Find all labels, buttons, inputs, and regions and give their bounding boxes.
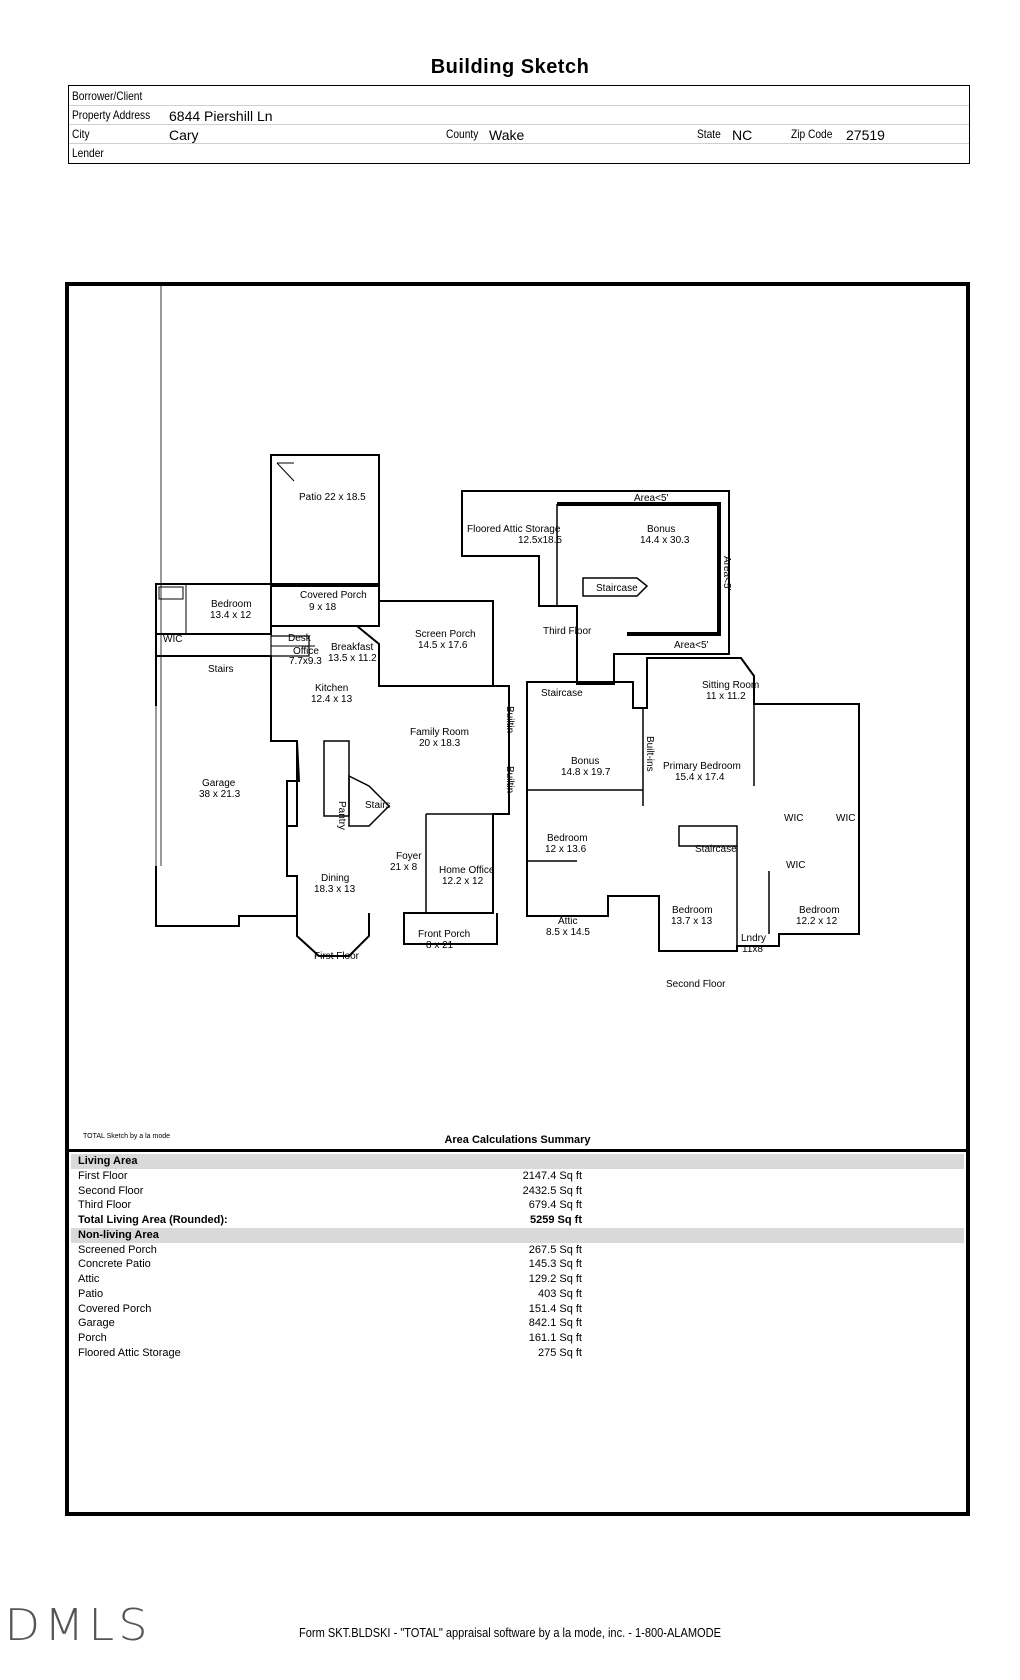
area-row: Attic 129.2 Sq ft xyxy=(78,1273,582,1286)
label-home-office: Home Office xyxy=(439,865,495,876)
area-row: Garage 842.1 Sq ft xyxy=(78,1317,582,1330)
area-row: Screened Porch 267.5 Sq ft xyxy=(78,1243,582,1256)
label-bedroom-c: Bedroom xyxy=(799,905,840,916)
label-bedroom-a: Bedroom xyxy=(547,833,588,844)
vertical-labels xyxy=(336,556,732,830)
svg-text:18.3 x 13: 18.3 x 13 xyxy=(314,884,356,895)
svg-text:11x8: 11x8 xyxy=(742,944,763,955)
label-dining: Dining xyxy=(321,873,350,884)
label-bedroom-1f: Bedroom xyxy=(211,599,252,610)
first-floor-walls xyxy=(156,286,509,956)
area-row: Patio 403 Sq ft xyxy=(78,1287,582,1300)
label-first-floor: First Floor xyxy=(314,951,359,962)
sketch-sheet xyxy=(65,282,970,1516)
zip-label: Zip Code xyxy=(791,127,833,141)
state-value: NC xyxy=(732,127,753,143)
svg-text:7.7x9.3: 7.7x9.3 xyxy=(289,656,322,667)
summary-title: Area Calculations Summary xyxy=(444,1134,591,1146)
living-area-header: Living Area xyxy=(71,1154,964,1169)
borrower-label: Borrower/Client xyxy=(72,89,143,103)
svg-text:12.5x18.5: 12.5x18.5 xyxy=(518,535,562,546)
label-foyer: Foyer xyxy=(396,851,422,862)
svg-text:12.2 x 12: 12.2 x 12 xyxy=(442,876,484,887)
sketch-credit: TOTAL Sketch by a la mode xyxy=(83,1133,171,1140)
svg-text:13.4 x 12: 13.4 x 12 xyxy=(210,610,252,621)
label-attic: Attic xyxy=(558,916,578,927)
city-value: Cary xyxy=(169,127,199,143)
area-row: Second Floor 2432.5 Sq ft xyxy=(78,1184,582,1197)
label-laundry: Lndry xyxy=(741,933,767,944)
area-row: First Floor 2147.4 Sq ft xyxy=(78,1170,582,1182)
label-area-top: Area<5' xyxy=(634,493,669,504)
svg-text:20 x 18.3: 20 x 18.3 xyxy=(419,738,461,749)
label-front-porch: Front Porch xyxy=(418,929,471,940)
total-row: Total Living Area (Rounded): 5259 Sq ft xyxy=(78,1214,582,1227)
county-value: Wake xyxy=(489,127,525,143)
label-screen-porch: Screen Porch xyxy=(415,629,476,640)
label-stairs-2: Stairs xyxy=(365,800,391,811)
svg-text:14.5 x 17.6: 14.5 x 17.6 xyxy=(418,640,468,651)
label-bonus-2f: Bonus xyxy=(571,756,600,767)
svg-text:8.5 x 14.5: 8.5 x 14.5 xyxy=(546,927,590,938)
svg-text:12.4 x 13: 12.4 x 13 xyxy=(311,694,353,705)
label-bedroom-b: Bedroom xyxy=(672,905,713,916)
label-staircase-3f: Staircase xyxy=(596,583,638,594)
svg-text:14.8 x 19.7: 14.8 x 19.7 xyxy=(561,767,611,778)
label-built-ins: Built-ins xyxy=(644,736,655,772)
city-label: City xyxy=(72,127,90,141)
label-area-bottom: Area<5' xyxy=(674,640,709,651)
area-row: Concrete Patio 145.3 Sq ft xyxy=(78,1258,582,1271)
svg-text:14.4 x 30.3: 14.4 x 30.3 xyxy=(640,535,690,546)
svg-text:11 x 11.2: 11 x 11.2 xyxy=(706,691,746,702)
label-third-floor: Third Floor xyxy=(543,626,592,637)
label-covered-porch: Covered Porch xyxy=(300,590,367,601)
label-desk: Desk xyxy=(288,633,311,644)
svg-text:21 x 8: 21 x 8 xyxy=(390,862,418,873)
label-second-floor: Second Floor xyxy=(666,979,726,990)
state-label: State xyxy=(697,127,721,141)
page-title: Building Sketch xyxy=(430,56,590,78)
area-table xyxy=(71,1154,964,1360)
svg-text:13.5 x 11.2: 13.5 x 11.2 xyxy=(328,653,377,664)
property-header xyxy=(68,85,970,164)
city-row xyxy=(69,124,969,144)
area-row: Floored Attic Storage 275 Sq ft xyxy=(78,1346,582,1359)
dmls-logo: DMLS xyxy=(4,1600,152,1651)
svg-text:38 x 21.3: 38 x 21.3 xyxy=(199,789,241,800)
svg-text:13.7 x 13: 13.7 x 13 xyxy=(671,916,713,927)
label-staircase-2f-b: Staircase xyxy=(695,844,737,855)
label-area-right: Area<5' xyxy=(721,556,732,591)
area-row: Third Floor 679.4 Sq ft xyxy=(78,1199,582,1212)
svg-text:15.4 x 17.4: 15.4 x 17.4 xyxy=(675,772,725,783)
label-wic-a: WIC xyxy=(784,813,804,824)
label-sitting-room: Sitting Room xyxy=(702,680,760,691)
label-pantry: Pantry xyxy=(336,801,347,830)
nonliving-area-header: Non-living Area xyxy=(71,1228,964,1243)
lender-label: Lender xyxy=(72,146,104,160)
label-wic-b: WIC xyxy=(836,813,856,824)
divider xyxy=(69,1149,966,1152)
address-row xyxy=(69,105,969,125)
svg-text:9 x 18: 9 x 18 xyxy=(309,602,337,613)
label-family-room: Family Room xyxy=(410,727,469,738)
svg-text:8 x 21: 8 x 21 xyxy=(426,940,454,951)
label-staircase-2f: Staircase xyxy=(541,688,583,699)
svg-text:12.2 x 12: 12.2 x 12 xyxy=(796,916,838,927)
label-bonus-3f: Bonus xyxy=(647,524,676,535)
label-builtin-top: Builtin xyxy=(504,706,515,734)
label-floored-attic: Floored Attic Storage xyxy=(467,524,561,535)
area-row: Porch 161.1 Sq ft xyxy=(78,1331,582,1344)
label-wic-c: WIC xyxy=(786,860,806,871)
patio-outline xyxy=(271,455,379,586)
label-stairs-1f: Stairs xyxy=(208,664,234,675)
address-label: Property Address xyxy=(72,108,151,122)
borrower-row xyxy=(69,86,969,106)
form-footer: Form SKT.BLDSKI - "TOTAL" appraisal software by a la mode, inc. - 1-800-ALAMODE xyxy=(299,1625,721,1640)
label-office: Office xyxy=(293,646,319,657)
label-primary-bedroom: Primary Bedroom xyxy=(663,761,741,772)
label-wic-1f: WIC xyxy=(163,634,183,645)
label-builtin-bottom: Builtin xyxy=(504,766,515,794)
area-row: Covered Porch 151.4 Sq ft xyxy=(78,1302,582,1315)
label-garage: Garage xyxy=(202,778,236,789)
svg-text:12 x 13.6: 12 x 13.6 xyxy=(545,844,587,855)
lender-row xyxy=(69,143,969,162)
label-breakfast: Breakfast xyxy=(331,642,374,653)
zip-value: 27519 xyxy=(846,127,885,143)
floor-plan xyxy=(69,286,966,1146)
label-patio: Patio 22 x 18.5 xyxy=(299,492,366,503)
county-label: County xyxy=(446,127,479,141)
label-kitchen: Kitchen xyxy=(315,683,349,694)
address-value: 6844 Piershill Ln xyxy=(169,108,273,124)
